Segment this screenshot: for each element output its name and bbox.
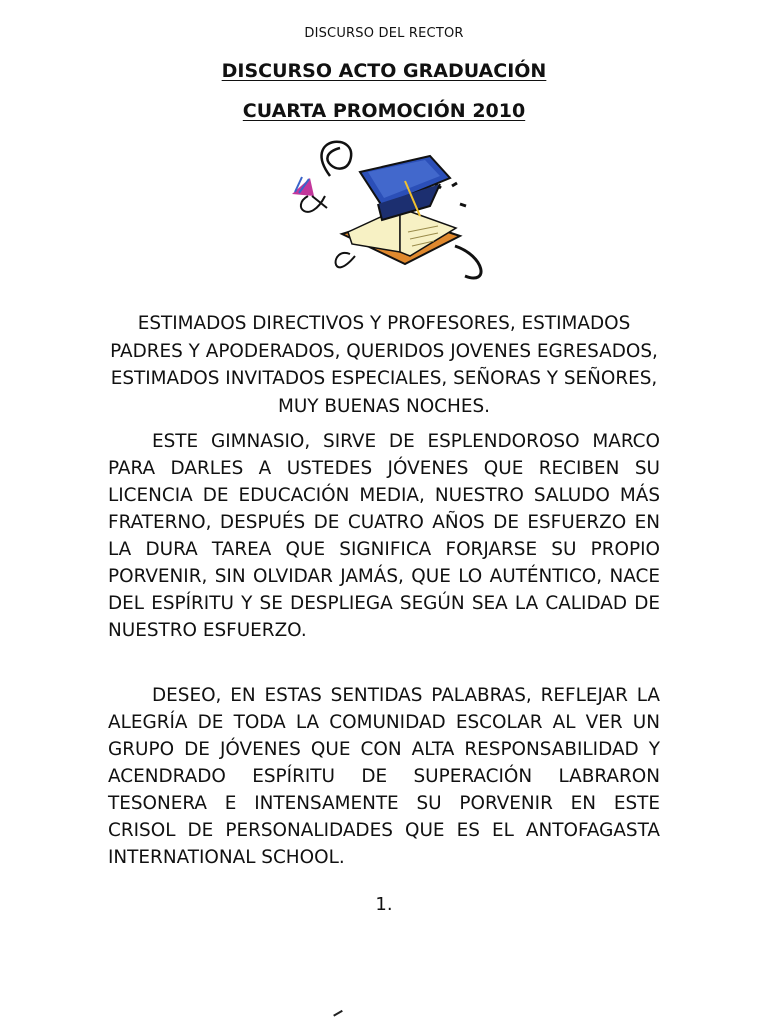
running-header: DISCURSO DEL RECTOR [304,26,464,41]
page-number: 1. [375,894,393,915]
paragraph-1: ESTE GIMNASIO, SIRVE DE ESPLENDOROSO MARCO PARA DARLES A USTEDES JÓVENES QUE RECIBEN SU LICENCIA DE EDUCACIÓN MEDIA, NUESTRO SALUDO MÁS FRATERNO, DESPUÉS DE CUATRO AÑOS DE ESFUERZO EN LA DURA TAREA QUE SIGNIFICA FORJARSE SU PROPIO PORVENIR, SIN OLVIDAR JAMÁS, QUE LO AUTÉNTICO, NACE DEL ESPÍRITU Y SE DESPLIEGA SEGÚN SEA LA CALIDAD DE NUESTRO ESFUERZO. [108,431,660,641]
greeting-text: ESTIMADOS DIRECTIVOS Y PROFESORES, ESTIMADOS PADRES Y APODERADOS, QUERIDOS JOVENES EGRESADOS, ESTIMADOS INVITADOS ESPECIALES, SEÑORAS Y SEÑORES, MUY BUENAS NOCHES. [110,313,658,417]
speech-subtitle: CUARTA PROMOCIÓN 2010 [242,100,526,122]
graduation-cap-book-icon [270,136,500,286]
paragraph-2: DESEO, EN ESTAS SENTIDAS PALABRAS, REFLEJAR LA ALEGRÍA DE TODA LA COMUNIDAD ESCOLAR AL VER UN GRUPO DE JÓVENES QUE CON ALTA RESPONSABILIDAD Y ACENDRADO ESPÍRITU DE SUPERACIÓN LABRARON TESONERA E INTENSAMENTE SU PORVENIR EN ESTE CRISOL DE PERSONALIDADES QUE ES EL ANTOFAGASTA INTERNATIONAL SCHOOL. [108,685,660,868]
speech-title: DISCURSO ACTO GRADUACIÓN [221,60,547,82]
accent-mark-fragment [333,1010,345,1020]
